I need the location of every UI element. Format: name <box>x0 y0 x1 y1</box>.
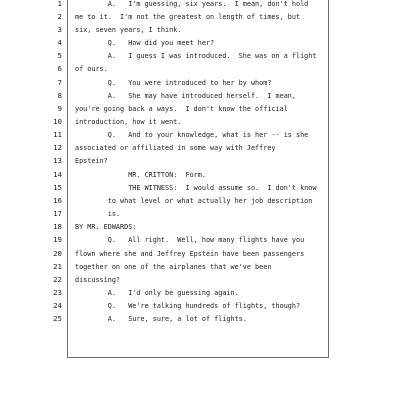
line-text: Q. We're talking hundreds of flights, though? <box>75 302 301 310</box>
line-number: 3 <box>57 25 62 34</box>
line-text: six, seven years, I think. <box>75 26 182 34</box>
line-text: you're going back a ways. I don't know the official <box>75 105 288 113</box>
line-number: 21 <box>53 262 62 271</box>
line-number: 22 <box>53 275 62 284</box>
line-text: flown where she and Jeffrey Epstein have been passengers <box>75 250 305 258</box>
line-text: together on one of the airplanes that we've been <box>75 263 272 271</box>
line-text: me to it. I'm not the greatest on length of times, but <box>75 13 301 21</box>
line-text: A. She may have introduced herself. I mean, <box>75 92 296 100</box>
line-number: 11 <box>53 130 62 139</box>
line-number: 10 <box>53 117 62 126</box>
line-number: 9 <box>57 104 62 113</box>
line-text: THE WITNESS: I would assume so. I don't know <box>75 184 317 192</box>
line-number: 4 <box>57 38 62 47</box>
line-text: Epstein? <box>75 157 108 165</box>
line-text: A. I guess I was introduced. She was on a flight <box>75 52 317 60</box>
line-text: associated or affiliated in some way with Jeffrey <box>75 144 276 152</box>
line-number: 6 <box>57 64 62 73</box>
line-number: 24 <box>53 301 62 310</box>
line-number: 23 <box>53 288 62 297</box>
line-text: Q. All right. Well, how many flights have you <box>75 236 305 244</box>
line-text: A. I'm guessing, six years. I mean, don't hold <box>75 0 309 8</box>
line-number: 13 <box>53 156 62 165</box>
line-text: Q. You were introduced to her by whom? <box>75 79 272 87</box>
line-text: is. <box>75 210 121 218</box>
line-number: 25 <box>53 314 62 323</box>
line-number: 16 <box>53 196 62 205</box>
line-text: Q. How did you meet her? <box>75 39 215 47</box>
line-number: 12 <box>53 143 62 152</box>
line-number: 15 <box>53 183 62 192</box>
line-text: A. Sure, sure, a lot of flights. <box>75 315 247 323</box>
line-number: 8 <box>57 91 62 100</box>
line-text: to what level or what actually her job description <box>75 197 313 205</box>
line-text: A. I'd only be guessing again. <box>75 289 239 297</box>
line-number: 2 <box>57 12 62 21</box>
line-number: 14 <box>53 170 62 179</box>
line-number: 7 <box>57 78 62 87</box>
line-text: discussing? <box>75 276 121 284</box>
line-number: 17 <box>53 209 62 218</box>
line-number: 20 <box>53 249 62 258</box>
line-number: 5 <box>57 51 62 60</box>
line-number: 18 <box>53 222 62 231</box>
line-text: of ours. <box>75 65 108 73</box>
line-text: introduction, how it went. <box>75 118 182 126</box>
line-text: BY MR. EDWARDS: <box>75 223 137 231</box>
line-number: 1 <box>57 0 62 8</box>
line-text: MR. CRITTON: Form. <box>75 171 206 179</box>
line-number: 19 <box>53 235 62 244</box>
line-text: Q. And to your knowledge, what is her -- is she <box>75 131 309 139</box>
